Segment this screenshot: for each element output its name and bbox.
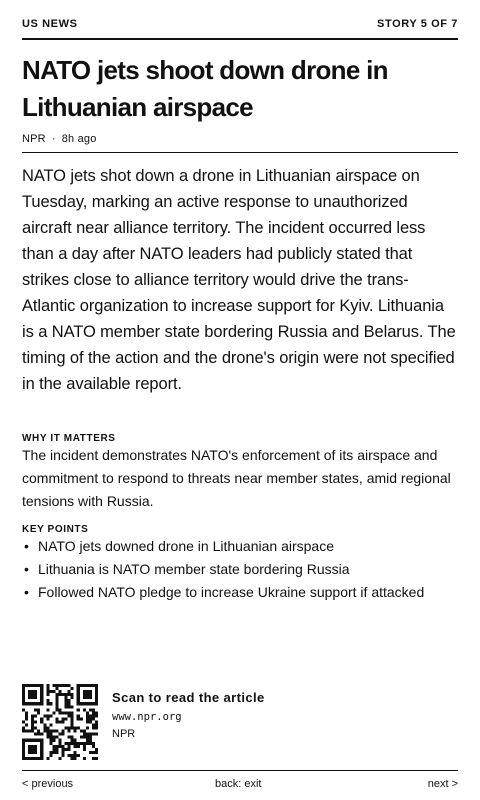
key-points-list	[22, 536, 458, 605]
byline	[22, 133, 97, 145]
article-body: NATO jets shot down a drone in Lithuanian airspace on Tuesday, marking an active response to unauthorized aircraft near alliance territory. The incident occurred less than a day after NATO leaders had publicly stated that strikes close to alliance territory would drive the trans-Atlantic organization to increase support for Kyiv. Lithuania is a NATO member state bordering Russia and Belarus. The timing of the action and the drone's origin were not specified in the available report.	[22, 167, 456, 393]
key-points-label: KEY POINTS	[22, 524, 89, 535]
footer-nav	[22, 778, 458, 794]
key-point-text: Lithuania is NATO member state bordering Russia	[38, 561, 350, 577]
bullet: •	[24, 561, 29, 577]
byline-separator: ·	[51, 133, 56, 145]
back-exit-button[interactable]: back: exit	[215, 778, 262, 790]
bullet: •	[24, 538, 29, 554]
top-divider	[22, 38, 458, 40]
qr-url[interactable]: www.npr.org	[112, 711, 182, 723]
list-item	[22, 536, 458, 557]
qr-code-icon	[22, 684, 98, 760]
byline-divider	[22, 152, 458, 153]
qr-title: Scan to read the article	[112, 690, 265, 705]
source-name: NPR	[22, 133, 46, 145]
qr-text	[112, 690, 265, 740]
section-label: US NEWS	[22, 18, 78, 30]
headline: NATO jets shoot down drone in Lithuanian airspace	[22, 55, 388, 122]
bullet: •	[24, 584, 29, 600]
next-button[interactable]: next >	[427, 778, 458, 790]
key-point-text: NATO jets downed drone in Lithuanian airspace	[38, 538, 334, 554]
article-page	[22, 0, 458, 800]
list-item	[22, 559, 458, 580]
previous-button[interactable]: < previous	[22, 778, 74, 790]
story-counter: STORY 5 OF 7	[377, 18, 458, 30]
qr-block	[22, 684, 458, 764]
list-item	[22, 582, 458, 603]
timestamp: 8h ago	[61, 133, 97, 145]
top-bar	[22, 18, 458, 38]
why-it-matters-label: WHY IT MATTERS	[22, 433, 116, 444]
key-point-text: Followed NATO pledge to increase Ukraine support if attacked	[38, 584, 425, 600]
footer-divider	[22, 770, 458, 771]
qr-source: NPR	[112, 728, 136, 740]
why-it-matters-text: The incident demonstrates NATO's enforcement of its airspace and commitment to respond to threats near member states, amid regional tensions with Russia.	[22, 447, 451, 509]
